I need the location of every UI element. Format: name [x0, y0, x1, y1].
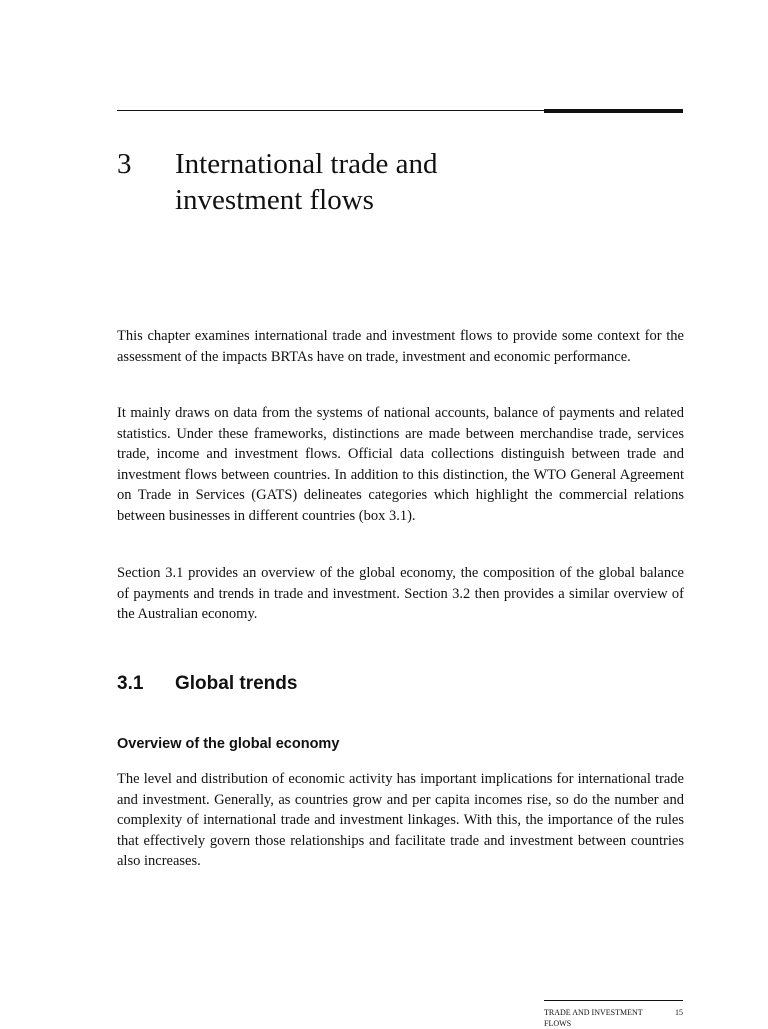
chapter-title	[175, 146, 555, 218]
section-heading	[117, 671, 297, 697]
paragraph-section-overview: Section 3.1 provides an overview of the global economy, the composition of the global balance of payments and trends in trade and investment. Section 3.2 then provides a similar overview of the Australian economy.	[117, 565, 684, 623]
footer-running-title: TRADE AND INVESTMENT FLOWS	[544, 1008, 643, 1028]
chapter-number: 3	[117, 148, 132, 180]
chapter-title-line-2: investment flows	[175, 184, 374, 216]
paragraph-intro: This chapter examines international trade and investment flows to provide some context for the assessment of the impacts BRTAs have on trade, investment and economic performance.	[117, 328, 684, 365]
section-title: Global trends	[175, 673, 298, 694]
paragraph-global-economy: The level and distribution of economic activity has important implications for international trade and investment. Generally, as countries grow and per capita incomes rise, so do the number and complexity of international trade and investment linkages. With this, the importance of the rules that effectively govern those relationships and facilitate trade and investment between countries also increases.	[117, 771, 684, 870]
header-rule-thick	[544, 109, 683, 113]
header-rule-thin	[117, 110, 544, 111]
footer-page-number: 15	[675, 1008, 683, 1017]
paragraph-data-sources: It mainly draws on data from the systems of national accounts, balance of payments and related statistics. Under these frameworks, distinctions are made between merchandise trade, services trade, income and investment flows. Official data collections distinguish between trade and investment flows between countries. In addition to this distinction, the WTO General Agreement on Trade in Services (GATS) delineates categories which highlight the commercial relations between businesses in different countries (box 3.1).	[117, 405, 684, 524]
footer-rule	[544, 1000, 683, 1001]
chapter-title-line-1: International trade and	[175, 148, 438, 180]
section-number: 3.1	[117, 673, 144, 694]
subsection-heading: Overview of the global economy	[117, 736, 340, 752]
